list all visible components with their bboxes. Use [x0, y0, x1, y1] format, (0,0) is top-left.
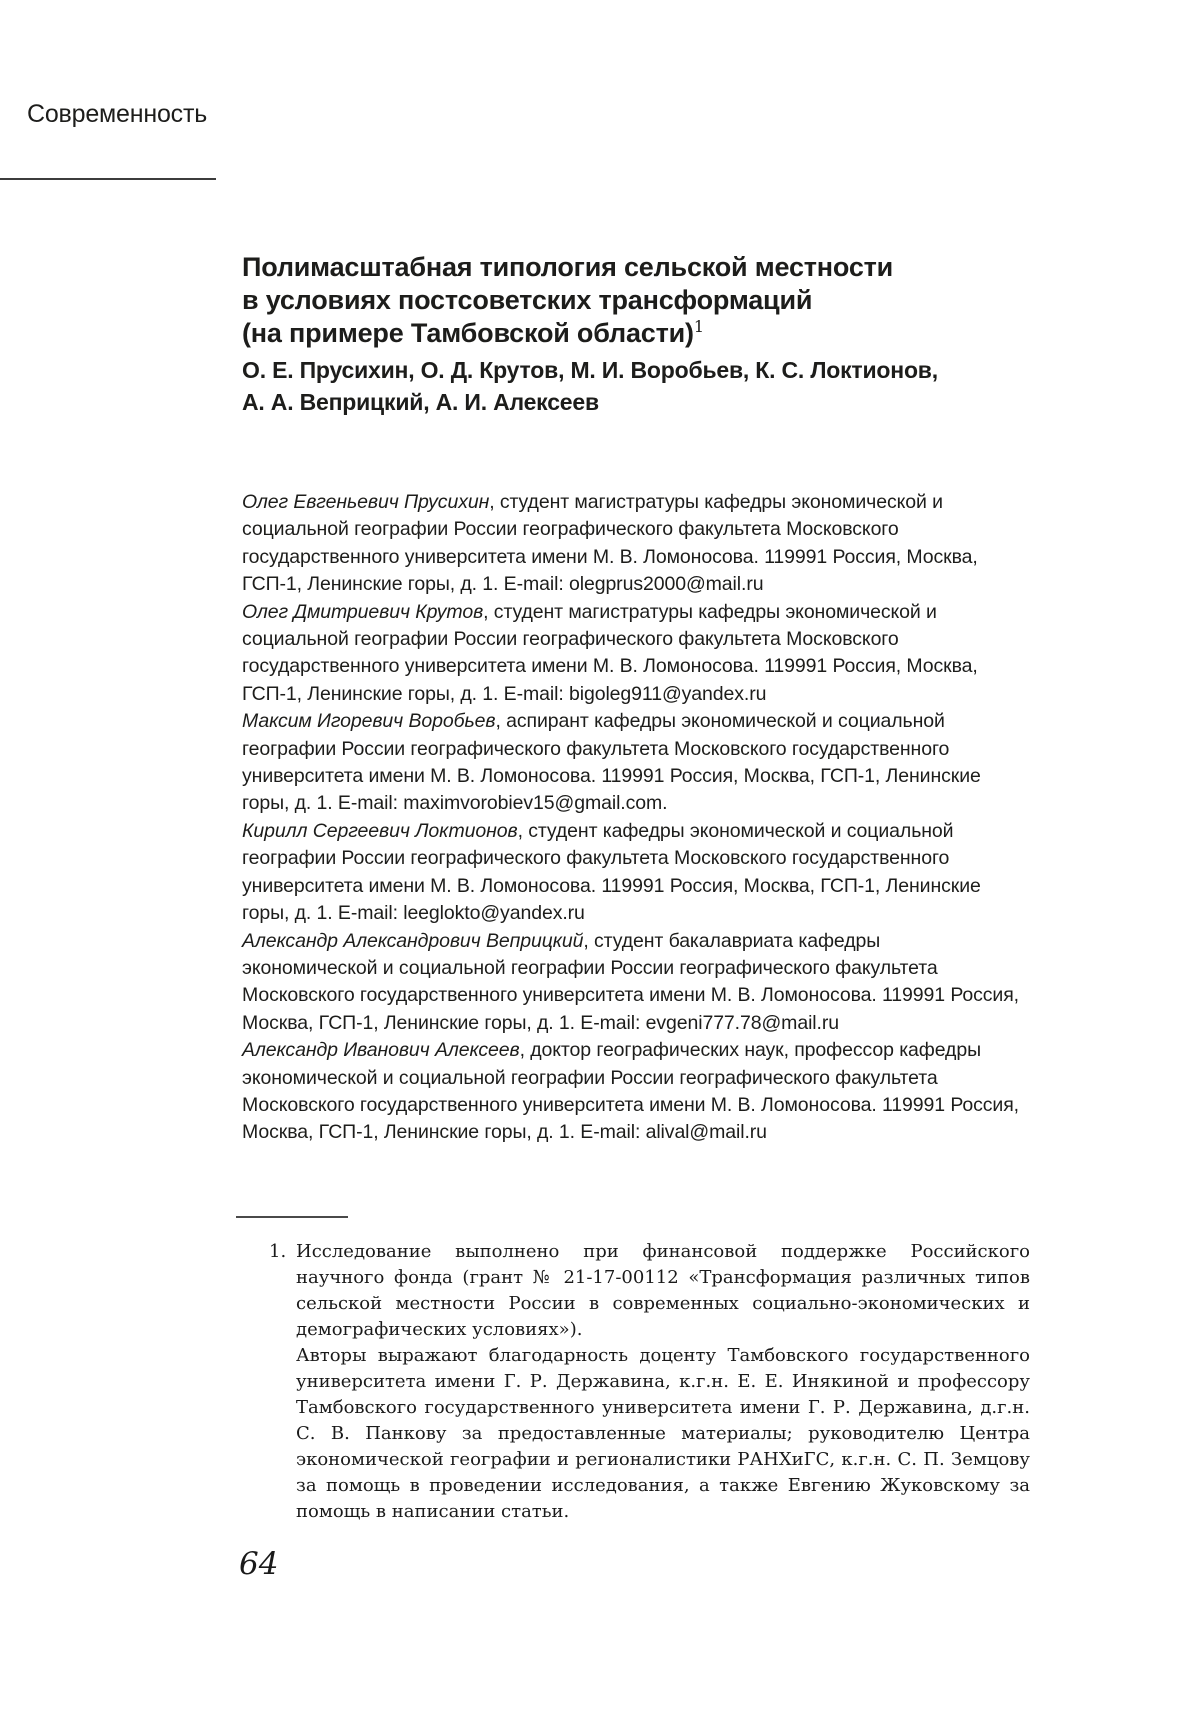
author-name: Александр Иванович Алексеев — [242, 1039, 520, 1062]
affiliation-text: , студент бакалавриата кафедры экономической и социальной географии России географического факультета Московского государственного университета имени М. В. Ломоносова. 119991 Россия, Москва, ГСП-1, Ленинские горы, д. 1. E-mail: evgeni777.78@mail.ru — [242, 929, 1019, 1034]
author-name: Олег Дмитриевич Крутов — [242, 600, 484, 623]
footnote-number: 1. — [269, 1241, 287, 1262]
affiliation-prusikhin — [242, 489, 1020, 599]
affiliation-text: , студент кафедры экономической и социальной географии России географического факультета Московского государственного университета имени М. В. Ломоносова. 119991 Россия, Москва, ГСП-1, Ленинские горы, д. 1. E-mail: leeglokto@yandex.ru — [242, 819, 981, 925]
footnote-separator — [236, 1216, 348, 1218]
title-line-2: в условиях постсоветских трансформаций — [242, 285, 813, 316]
affiliation-vorobyev — [242, 708, 1020, 818]
title-line-1: Полимасштабная типология сельской местности — [242, 252, 894, 283]
affiliation-text: , студент магистратуры кафедры экономической и социальной географии России географического факультета Московского государственного университета имени М. В. Ломоносова. 119991 Россия, Москва, ГСП-1, Ленинские горы, д. 1. E-mail: bigoleg911@yandex.ru — [242, 600, 978, 705]
page-number: 64 — [239, 1546, 279, 1582]
author-name: Максим Игоревич Воробьев — [242, 710, 496, 733]
footnote-block — [269, 1239, 1030, 1525]
section-label: Современность — [27, 100, 208, 128]
authors-line — [242, 354, 1032, 418]
affiliation-vepritskiy — [242, 928, 1020, 1038]
affiliation-alekseev — [242, 1037, 1020, 1147]
affiliation-krutov — [242, 599, 1020, 709]
affiliation-text: , доктор географических наук, профессор кафедры экономической и социальной географии России географического факультета Московского государственного университета имени М. В. Ломоносова. 119991 Россия, Москва, ГСП-1, Ленинские горы, д. 1. E-mail: alival@mail.ru — [242, 1039, 1019, 1144]
article-title — [242, 251, 1032, 350]
footnote-paragraph-1 — [269, 1239, 1030, 1343]
footnote-text-1: Исследование выполнено при финансовой поддержке Российского научного фонда (грант № 21-17-00112 «Трансформация различных типов сельской местности России в современных социально-экономических и демографических условиях»). — [296, 1241, 1030, 1340]
title-footnote-marker: 1 — [693, 317, 704, 337]
authors-line-1: О. Е. Прусихин, О. Д. Крутов, М. И. Воробьев, К. С. Локтионов, — [242, 357, 938, 383]
affiliations-block — [242, 489, 1020, 1147]
affiliation-text: , аспирант кафедры экономической и социальной географии России географического факультета Московского государственного университета имени М. В. Ломоносова. 119991 Россия, Москва, ГСП-1, Ленинские горы, д. 1. E-mail: maximvorobiev15@gmail.com. — [242, 710, 981, 815]
affiliation-text: , студент магистратуры кафедры экономической и социальной географии России географического факультета Московского государственного университета имени М. В. Ломоносова. 119991 Россия, Москва, ГСП-1, Ленинские горы, д. 1. E-mail: olegprus2000@mail.ru — [242, 491, 978, 596]
footnote-paragraph-2: Авторы выражают благодарность доценту Тамбовского государственного университета имени Г. Р. Державина, к.г.н. Е. Е. Инякиной и профессору Тамбовского государственного университета имени Г. Р. Державина, д.г.н. С. В. Панкову за предоставленные материалы; руководителю Центра экономической географии и регионалистики РАНХиГС, к.г.н. С. П. Земцову за помощь в проведении исследования, а также Евгению Жуковскому за помощь в написании статьи. — [296, 1345, 1030, 1522]
section-rule — [0, 178, 216, 180]
author-name: Олег Евгеньевич Прусихин — [242, 491, 490, 513]
authors-line-2: А. А. Веприцкий, А. И. Алексеев — [242, 389, 599, 415]
author-name: Александр Александрович Веприцкий — [242, 929, 584, 952]
affiliation-loktionov — [242, 818, 1020, 928]
title-line-3: (на примере Тамбовской области) — [242, 318, 694, 349]
author-name: Кирилл Сергеевич Локтионов — [242, 819, 518, 842]
